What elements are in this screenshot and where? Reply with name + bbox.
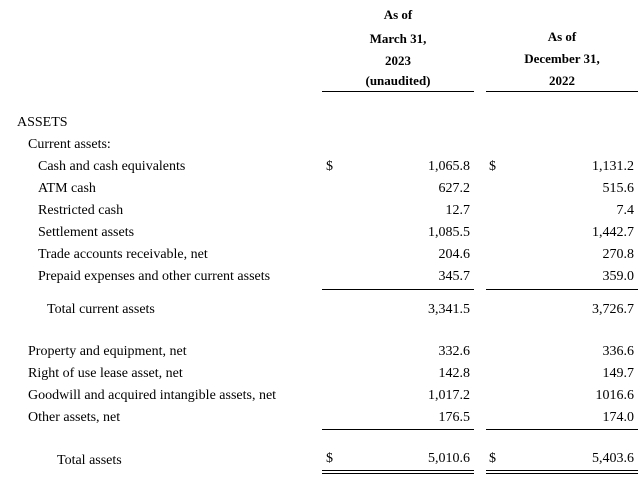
value-2023: 1,085.5 bbox=[428, 225, 470, 240]
row-label: Other assets, net bbox=[28, 410, 121, 425]
value-2023: 1,065.8 bbox=[428, 159, 470, 174]
value-2022: 1,131.2 bbox=[592, 159, 634, 174]
row-label: Prepaid expenses and other current assets bbox=[38, 269, 271, 284]
value-2022: 1,442.7 bbox=[592, 225, 634, 240]
header-december-as-of: As of bbox=[547, 29, 577, 44]
total-rule-december bbox=[486, 429, 638, 430]
value-2023: 627.2 bbox=[438, 181, 470, 196]
double-rule-march bbox=[322, 470, 474, 474]
row-label: Trade accounts receivable, net bbox=[38, 247, 208, 262]
section-title: ASSETS bbox=[17, 115, 68, 130]
value-2023: 1,017.2 bbox=[428, 388, 470, 403]
row-label: Cash and cash equivalents bbox=[38, 159, 186, 174]
header-march-year: 2023 bbox=[385, 53, 411, 68]
dollar-sign: $ bbox=[489, 159, 496, 174]
value-2022: 359.0 bbox=[602, 269, 634, 284]
dollar-sign: $ bbox=[326, 159, 333, 174]
row-label: Settlement assets bbox=[38, 225, 135, 240]
value-2022: 1016.6 bbox=[595, 388, 634, 403]
subtotal-rule-december bbox=[486, 289, 638, 290]
row-label: Restricted cash bbox=[38, 203, 124, 218]
value-2023: 332.6 bbox=[438, 344, 470, 359]
total-rule-march bbox=[322, 429, 474, 430]
dollar-sign: $ bbox=[489, 451, 496, 466]
total-current-2022: 3,726.7 bbox=[592, 302, 634, 317]
value-2023: 12.7 bbox=[445, 203, 470, 218]
total-current-label: Total current assets bbox=[47, 302, 155, 317]
row-label: ATM cash bbox=[38, 181, 96, 196]
dollar-sign: $ bbox=[326, 451, 333, 466]
total-assets-2023: 5,010.6 bbox=[428, 451, 470, 466]
header-march-date: March 31, bbox=[369, 31, 427, 46]
total-assets-2022: 5,403.6 bbox=[592, 451, 634, 466]
current-assets-label: Current assets: bbox=[28, 137, 111, 152]
header-december-year: 2022 bbox=[549, 73, 575, 88]
header-december-date: December 31, bbox=[524, 51, 600, 66]
value-2023: 142.8 bbox=[438, 366, 470, 381]
value-2022: 149.7 bbox=[602, 366, 634, 381]
header-rule-december bbox=[486, 91, 638, 92]
header-march-unaudited: (unaudited) bbox=[365, 73, 431, 88]
value-2022: 270.8 bbox=[602, 247, 634, 262]
value-2023: 345.7 bbox=[438, 269, 470, 284]
double-rule-december bbox=[486, 470, 638, 474]
header-march-as-of: As of bbox=[383, 7, 413, 22]
row-label: Right of use lease asset, net bbox=[28, 366, 183, 381]
value-2023: 204.6 bbox=[438, 247, 470, 262]
value-2022: 7.4 bbox=[616, 203, 634, 218]
header-rule-march bbox=[322, 91, 474, 92]
total-current-2023: 3,341.5 bbox=[428, 302, 470, 317]
row-label: Goodwill and acquired intangible assets, net bbox=[28, 388, 277, 403]
total-assets-label: Total assets bbox=[57, 453, 122, 468]
value-2022: 174.0 bbox=[602, 410, 634, 425]
subtotal-rule-march bbox=[322, 289, 474, 290]
row-label: Property and equipment, net bbox=[28, 344, 187, 359]
value-2023: 176.5 bbox=[438, 410, 470, 425]
value-2022: 336.6 bbox=[602, 344, 634, 359]
value-2022: 515.6 bbox=[602, 181, 634, 196]
